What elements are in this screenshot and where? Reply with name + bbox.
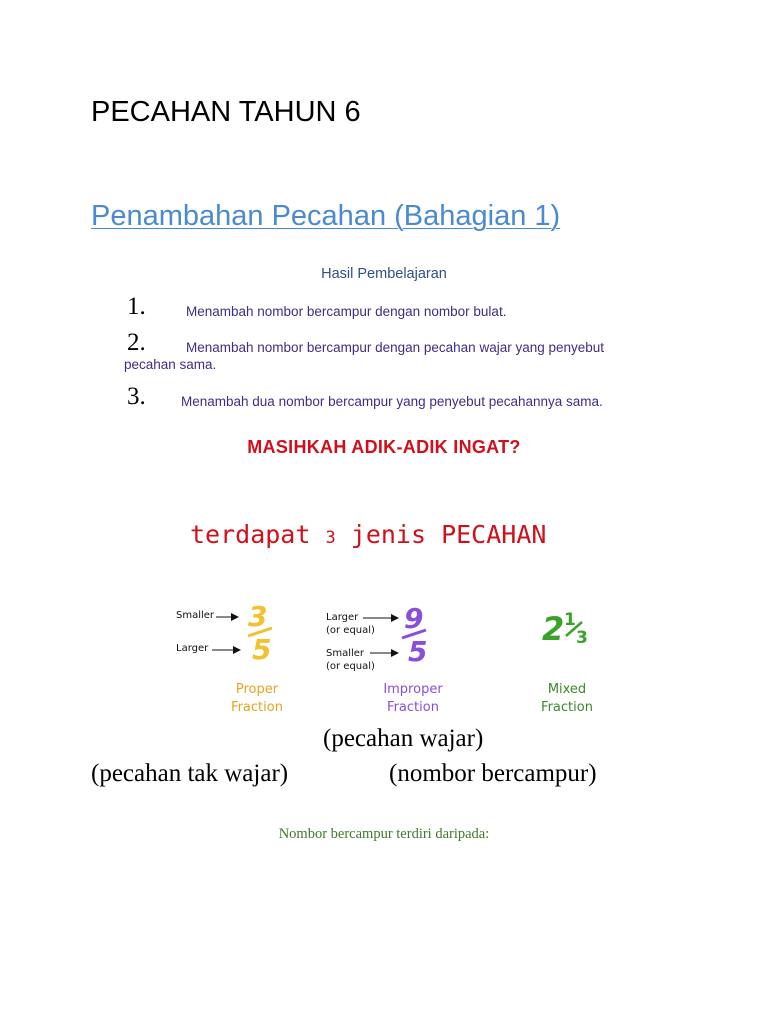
improper-fraction-name: (pecahan tak wajar) [91,760,289,787]
page-title: PECAHAN TAHUN 6 [91,96,361,128]
improper-top-note-line2: (or equal) [326,625,375,636]
fraction-types-figure [170,598,610,723]
improper-bottom-note [326,647,375,673]
outcome-text-1: Menambah nombor bercampur dengan nombor bulat. [186,304,507,319]
types-count: 3 [325,528,336,548]
section-heading[interactable]: Penambahan Pecahan (Bahagian 1) [91,200,561,232]
mixed-whole: 2 [542,610,565,648]
proper-bottom-note: Larger [176,643,209,654]
mixed-label-line1: Mixed [547,682,587,697]
mixed-denominator: 3 [576,628,588,648]
improper-top-note [326,611,375,637]
outcome-text-3: Menambah dua nombor bercampur yang penyebut pecahannya sama. [181,394,603,409]
improper-label-line2: Fraction [387,700,439,715]
outcome-number-3: 3. [127,383,146,410]
types-suffix: jenis PECAHAN [335,520,547,549]
mixed-label-line2: Fraction [541,700,593,715]
mixed-number-note: Nombor bercampur terdiri daripada: [278,826,490,842]
outcome-number-2: 2. [127,329,146,356]
outcome-text-2: Menambah nombor bercampur dengan pecahan wajar yang penyebut [186,340,605,355]
improper-denominator: 5 [408,635,428,668]
reminder-heading: MASIHKAH ADIK-ADIK INGAT? [247,437,521,457]
proper-denominator: 5 [252,633,272,666]
mixed-numerator: 1 [564,610,576,630]
proper-label-line1: Proper [235,682,279,697]
proper-fraction-label [222,681,292,717]
improper-label-line1: Improper [383,682,443,697]
proper-label-line2: Fraction [231,700,283,715]
improper-bottom-note-line2: (or equal) [326,661,375,672]
outcome-text-2-continued: pecahan sama. [124,357,217,372]
proper-numerator: 3 [248,600,268,633]
fraction-types-line [190,520,546,549]
learning-outcomes-heading: Hasil Pembelajaran [321,266,447,282]
improper-fraction-label [370,681,456,717]
proper-top-note: Smaller [176,610,215,621]
types-prefix: terdapat [190,520,326,549]
proper-fraction-name: (pecahan wajar) [323,725,484,752]
mixed-number-name: (nombor bercampur) [389,760,597,787]
outcome-number-1: 1. [127,293,146,320]
improper-top-note-line1: Larger [326,612,359,623]
improper-numerator: 9 [404,602,424,635]
mixed-fraction-label [532,681,602,717]
improper-bottom-note-line1: Smaller [326,648,365,659]
